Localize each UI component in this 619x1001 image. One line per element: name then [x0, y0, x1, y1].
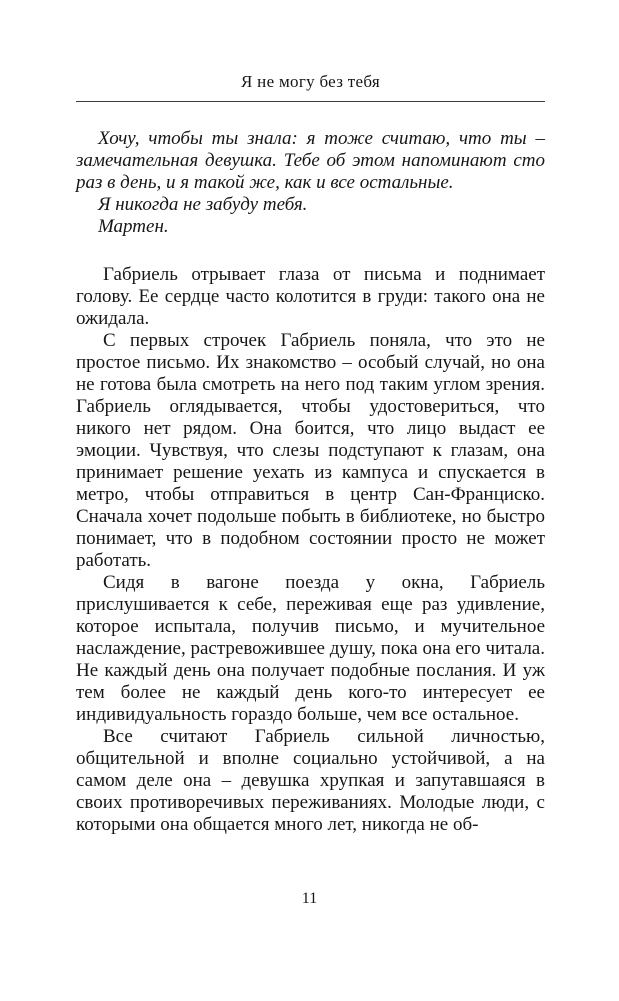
body-paragraph: Габриель отрывает глаза от письма и поднимает голову. Ее сердце часто колотится в груди: такого она не ожидала. [76, 264, 545, 329]
running-title: Я не могу без тебя [240, 72, 381, 91]
letter-paragraph: Я никогда не забуду тебя. [98, 194, 308, 215]
body-text [76, 264, 545, 836]
body-paragraph: Сидя в вагоне поезда у окна, Габриель прислушивается к себе, переживая еще раз удивление, которое испытала, получив письмо, и мучительное наслаждение, растревожившее душу, пока она его читала. Не каждый день она получает подобные послания. И уж тем более не каждый день кого-то интересует ее индивидуальность гораздо больше, чем все остальное. [76, 572, 545, 725]
letter-signature: Мартен. [98, 216, 169, 237]
page-header [76, 72, 545, 102]
letter-excerpt [76, 128, 545, 238]
body-paragraph: С первых строчек Габриель поняла, что это не простое письмо. Их знакомство – особый случай, но она не готова была смотреть на него под таким углом зрения. Габриель оглядывается, чтобы удостовериться, что никого нет рядом. Она боится, что лицо выдаст ее эмоции. Чувствуя, что слезы подступают к глазам, она принимает решение уехать из кампуса и спускается в метро, чтобы отправиться в центр Сан-Франциско. Сначала хочет подольше побыть в библиотеке, но быстро понимает, что в подобном состоянии просто не может работать. [76, 330, 545, 571]
letter-paragraph: Хочу, чтобы ты знала: я тоже считаю, что ты – замечательная девушка. Тебе об этом напоминают сто раз в день, и я такой же, как и все остальные. [76, 128, 545, 193]
header-rule [76, 101, 545, 102]
body-paragraph: Все считают Габриель сильной личностью, общительной и вполне социально устойчивой, а на самом деле она – девушка хрупкая и запутавшаяся в своих противоречивых переживаниях. Молодые люди, с которыми она общается много лет, никогда не об- [76, 726, 545, 835]
page-number: 11 [301, 890, 318, 907]
